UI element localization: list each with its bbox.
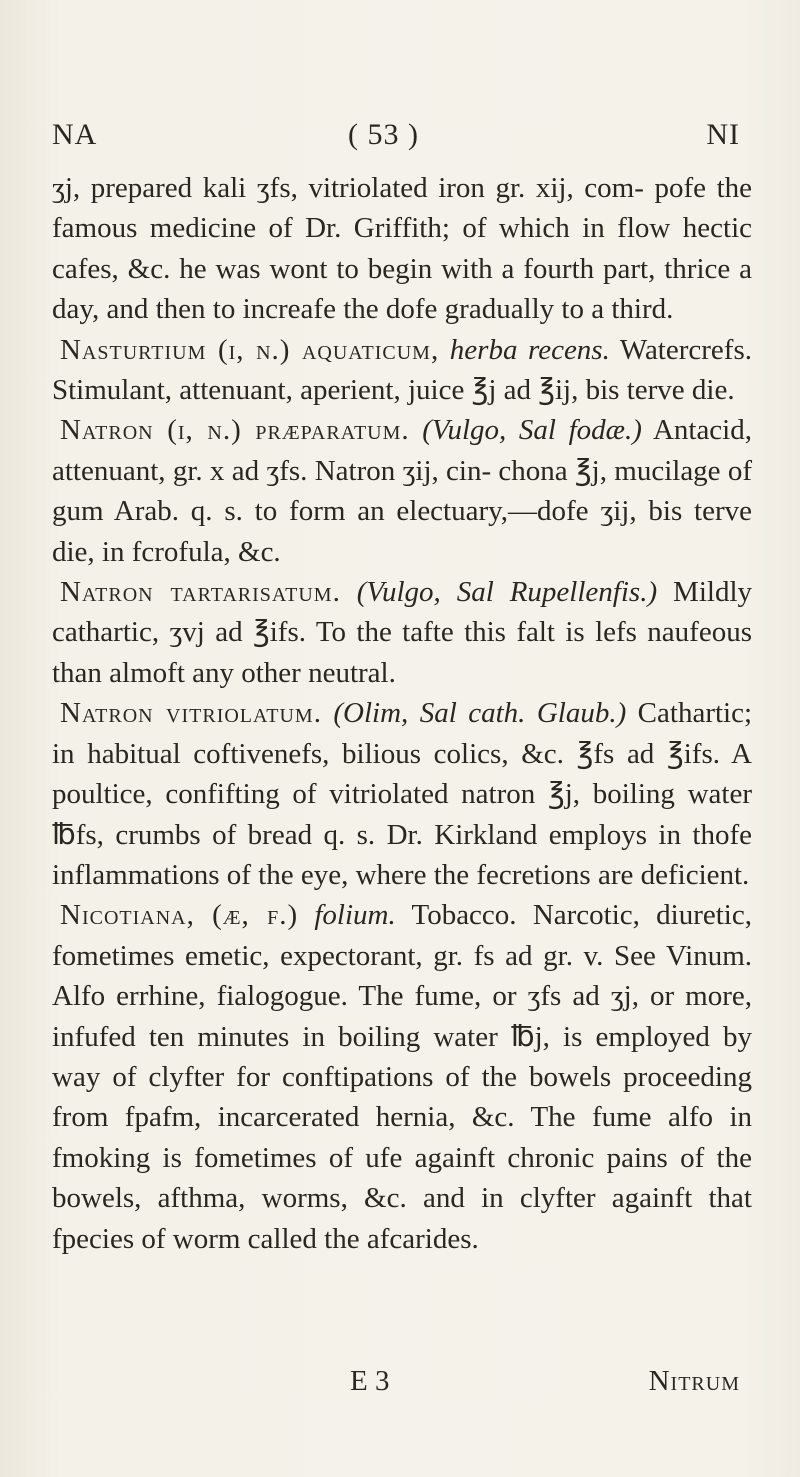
entry-head: Natron tartarisatum. [60,576,341,609]
entry-text: Tobacco. Narcotic, diuretic, fometimes emetic, expectorant, gr. fs ad gr. v. See Vinum. Alfo errhine, fialogogue. The fume, or ʒfs ad ʒj, or more, infufed ten minutes in boiling water ℔j, is employed by way of clyfter for conftipations of the bowels proceeding from fpafm, incarcerated hernia, &c. The fume alfo in fmoking is fometimes of ufe againft chronic pains of the bowels, afthma, worms, &c. and in clyfter againft that fpecies of worm called the afcarides. [52,899,752,1255]
entry-latin: (Vulgo, Sal fodæ.) [422,414,642,447]
entry-head: Natron vitriolatum. [60,697,322,730]
entry-nicotiana [52,895,752,1259]
entry-text: Antacid, attenuant, gr. x ad ʒfs. Natron ʒij, cin- chona ℥j, mucilage of gum Arab. q. s. to form an electuary,—dofe ʒij, bis terve die, in fcrofula, &c. [52,414,752,568]
entry-latin: (Vulgo, Sal Rupellenfis.) [356,576,658,609]
entry-natron-tartarisatum [52,572,752,693]
entry-head: Nicotiana, (æ, f.) [60,899,299,932]
entry-latin: folium. [314,899,396,932]
entry-text: Cathartic; in habitual coftivenefs, bilious colics, &c. ℥fs ad ℥ifs. A poultice, confifting of vitriolated natron ℥j, boiling water ℔fs, crumbs of bread q. s. Dr. Kirkland employs in thofe inflammations of the eye, where the fecretions are deficient. [52,697,753,891]
header-right: NI [706,118,740,151]
entry-latin: (Olim, Sal cath. Glaub.) [333,697,627,730]
entry-text: Watercrefs. Stimulant, attenuant, aperient, juice ℥j ad ℥ij, bis terve die. [52,333,752,407]
entry-natron-praeparatum [52,410,752,572]
paragraph-text: ʒj, prepared kali ʒfs, vitriolated iron gr. xij, com- pofe the famous medicine of Dr. Griffith; of which in flow hectic cafes, &c. he was wont to begin with a fourth part, thrice a day, and then to increafe the dofe gradually to a third. [52,172,752,326]
running-header [52,118,740,158]
paragraph-continuation [52,168,752,330]
entry-latin: herba recens. [449,333,610,366]
entry-nasturtium [52,330,752,411]
body-text [52,168,752,1259]
signature-mark: E 3 [350,1365,390,1397]
entry-natron-vitriolatum [52,693,752,895]
entry-text: Mildly cathartic, ʒvj ad ℥ifs. To the tafte this falt is lefs naufeous than almoft any other neutral. [52,576,753,689]
page-footer [52,1365,740,1405]
header-left: NA [52,118,98,151]
page-number: ( 53 ) [348,118,419,151]
catchword: Nitrum [648,1365,740,1397]
entry-head: Nasturtium (i, n.) aquaticum, [60,333,440,366]
entry-head: Natron (i, n.) præparatum. [60,414,410,447]
